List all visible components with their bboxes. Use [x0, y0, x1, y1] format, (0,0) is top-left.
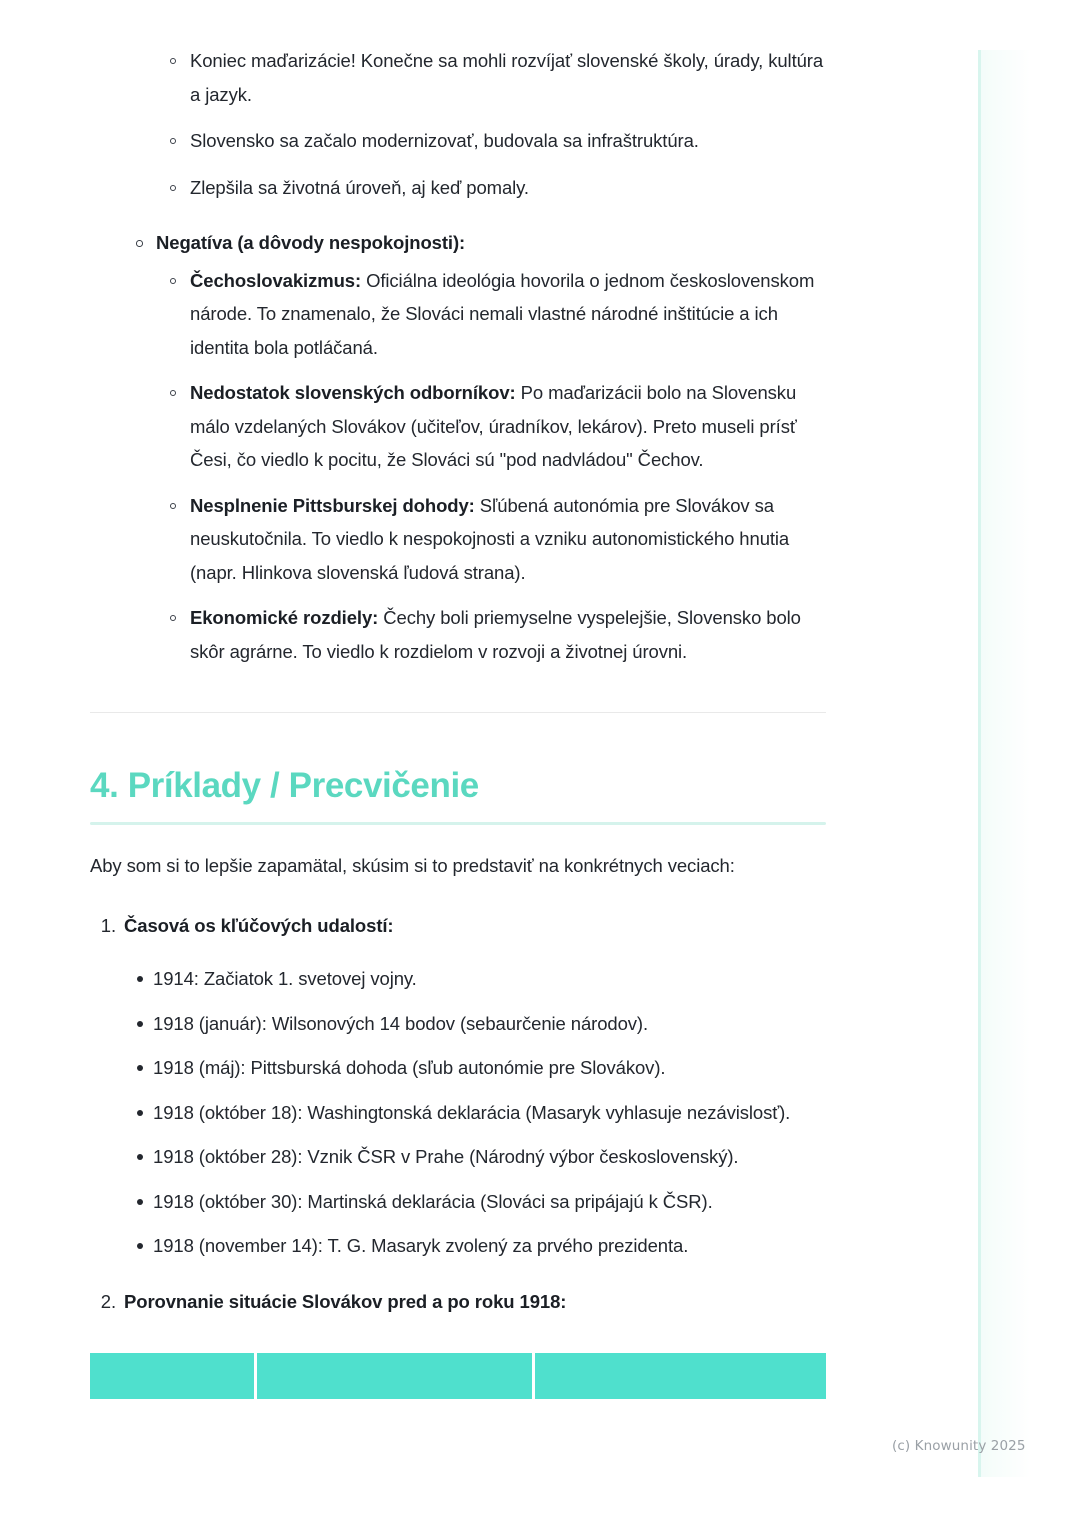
list-number: 1. [100, 914, 116, 936]
page-title: 4. Príklady / Precvičenie [90, 766, 479, 805]
timeline-entry: 1918 (október 30): Martinská deklarácia (Slováci sa pripájajú k ČSR). [153, 1190, 713, 1212]
positive-text: Zlepšila sa životná úroveň, aj keď pomaly. [190, 176, 529, 198]
table-header [90, 1353, 826, 1399]
timeline-entry: 1918 (október 28): Vznik ČSR v Prahe (Národný výbor československý). [153, 1146, 739, 1167]
exercise-title: Porovnanie situácie Slovákov pred a po roku 1918: [124, 1290, 567, 1312]
timeline-entry: 1914: Začiatok 1. svetovej vojny. [153, 968, 417, 989]
timeline-entry: 1918 (máj): Pittsburská dohoda (sľub autonómie pre Slovákov). [153, 1057, 666, 1078]
term-label: Ekonomické rozdiely: [190, 607, 379, 628]
term-label: Nesplnenie Pittsburskej dohody: [190, 494, 475, 516]
list-item [90, 1285, 826, 1319]
negatives-list [156, 264, 826, 669]
timeline-entry: 1918 (január): Wilsonových 14 bodov (sebaurčenie národov). [153, 1012, 649, 1034]
table-column-header [535, 1353, 826, 1399]
timeline-list [90, 962, 826, 1263]
list-item [90, 124, 826, 158]
exercise-1-group [90, 909, 826, 943]
list-item [156, 601, 826, 668]
list-item [90, 1051, 826, 1085]
timeline-entry: 1918 (november 14): T. G. Masaryk zvolený za prvého prezidenta. [153, 1235, 689, 1256]
list-item [90, 44, 826, 111]
document-content [90, 44, 826, 1399]
heading-underline [90, 822, 826, 825]
list-item [156, 376, 826, 477]
section-divider [90, 712, 826, 713]
list-item [90, 171, 826, 205]
positive-text: Slovensko sa začalo modernizovať, budovala sa infraštruktúra. [190, 130, 699, 151]
list-item [90, 1140, 826, 1174]
table-row [90, 1353, 826, 1399]
positive-text: Koniec maďarizácie! Konečne sa mohli rozvíjať slovenské školy, úrady, kultúra a jazyk. [190, 50, 824, 105]
negatives-heading: Negatíva (a dôvody nespokojnosti): [156, 232, 466, 253]
list-item [90, 1096, 826, 1130]
exercise-title: Časová os kľúčových udalostí: [124, 914, 394, 936]
list-item [156, 264, 826, 365]
table-column-header [90, 1353, 257, 1399]
negatives-group [90, 226, 826, 668]
list-item [90, 1185, 826, 1219]
negatives-heading-item [90, 226, 826, 668]
intro-paragraph: Aby som si to lepšie zapamätal, skúsim si to predstaviť na konkrétnych veciach: [90, 855, 735, 876]
comparison-table [90, 1353, 826, 1399]
term-description: Sľúbená autonómia pre Slovákov sa neuskutočnila. To viedlo k nespokojnosti a vzniku autonomistického hnutia (napr. Hlinkova slovenská ľudová strana). [190, 494, 790, 583]
table-column-header [257, 1353, 535, 1399]
list-number: 2. [100, 1290, 116, 1312]
page-edge-strip [978, 50, 1030, 1477]
list-item [156, 489, 826, 590]
list-item [90, 1229, 826, 1263]
page-edge-accent-line [978, 50, 981, 1477]
watermark: (c) Knowunity 2025 [892, 1438, 1026, 1454]
list-item [90, 909, 826, 943]
term-label: Čechoslovakizmus: [190, 269, 362, 291]
term-description: Čechy boli priemyselne vyspelejšie, Slovensko bolo skôr agrárne. To viedlo k rozdielom v rozvoji a životnej úrovni. [190, 607, 801, 662]
exercise-2-group [90, 1285, 826, 1319]
term-label: Nedostatok slovenských odborníkov: [190, 382, 516, 403]
list-item [90, 1007, 826, 1041]
positives-list [90, 44, 826, 204]
timeline-entry: 1918 (október 18): Washingtonská deklarácia (Masaryk vyhlasuje nezávislosť). [153, 1101, 791, 1123]
list-item [90, 962, 826, 996]
term-description: Oficiálna ideológia hovorila o jednom československom národe. To znamenalo, že Slováci nemali vlastné národné inštitúcie a ich identita bola potláčaná. [190, 269, 815, 358]
term-description: Po maďarizácii bolo na Slovensku málo vzdelaných Slovákov (učiteľov, úradníkov, lekárov). Preto museli prísť Česi, čo viedlo k pocitu, že Slováci sú "pod nadvládou" Čechov. [190, 382, 797, 470]
